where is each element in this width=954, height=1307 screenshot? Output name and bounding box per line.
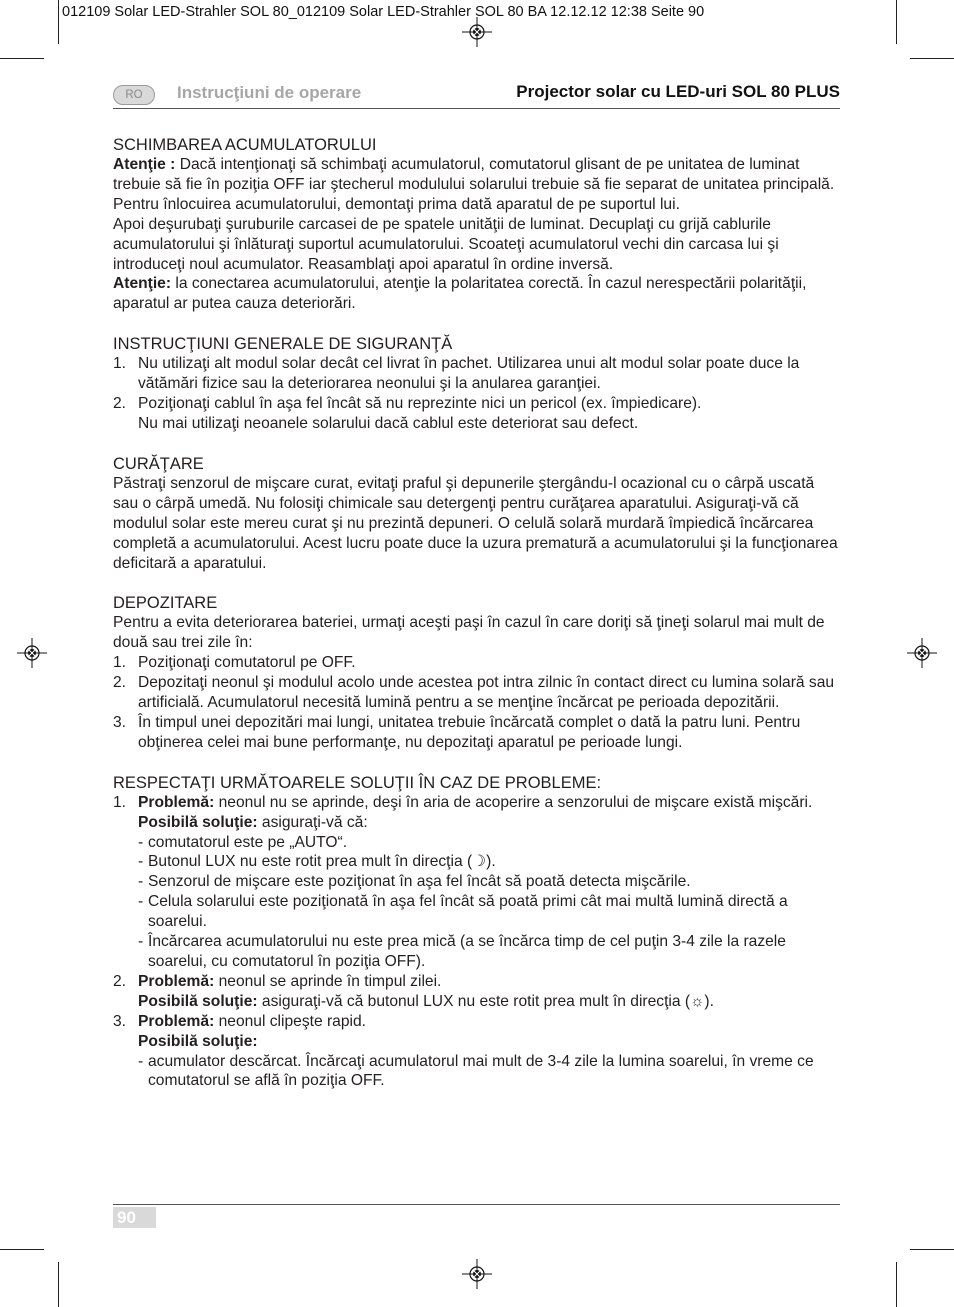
list-number: 3. — [113, 1012, 127, 1030]
dash-item: - Încărcarea acumulatorului nu este prea mică (a se încărca timp de cel puţin 3-4 zile la razele soarelui, cu comutatorul în poziţia OFF). — [138, 933, 786, 970]
list-number: 1. — [113, 793, 127, 811]
page-header — [113, 82, 840, 109]
registration-mark-icon — [462, 1259, 492, 1289]
print-slug: 012109 Solar LED-Strahler SOL 80_012109 Solar LED-Strahler SOL 80 BA 12.12.12 12:38 Seite 90 — [62, 4, 705, 20]
problem-label: Problemă: — [138, 793, 215, 811]
crop-mark — [896, 1262, 897, 1307]
problem-label: Problemă: — [138, 1012, 215, 1030]
list-number: 1. — [113, 654, 127, 672]
warning-text: Dacă intenţionaţi să schimbaţi acumulatorul, comutatorul glisant de pe unitatea de luminat trebuie să fie în poziţia OFF iar ştecherul modulului solarului trebuie să fie separat de unitatea principală. — [113, 156, 835, 193]
warning-paragraph — [113, 155, 840, 195]
solution-line — [138, 1032, 840, 1052]
page-content — [113, 135, 840, 1111]
crop-mark — [0, 1249, 44, 1250]
list-text: Depozitaţi neonul şi modulul acolo unde acestea pot intra zilnic în contact direct cu lumina solară sau artificială. Acumulatorul necesită lumină pentru a se menţine încărcat pe perioada depozitării. — [138, 674, 835, 712]
crop-mark — [0, 58, 44, 59]
list-text: Nu mai utilizaţi neoanele solarului dacă cablul este deteriorat sau defect. — [138, 414, 639, 432]
paragraph: Păstraţi senzorul de mişcare curat, evitaţi praful şi depunerile ştergându-l ocazional cu o cârpă uscată sau o cârpă umedă. Nu folosiţi chimicale sau detergenţi pentru curăţarea aparatului. Asiguraţi-vă că modulul solar este mereu curat şi nu prezintă depuneri. O celulă solară murdară împiedică încărcarea completă a acumulatorului. Acest lucru poate duce la uzura prematură a acumulatorului şi la funcţionarea deficitară a aparatului. — [113, 474, 838, 572]
solution-label: Posibilă soluţie: — [138, 1032, 258, 1050]
safety-list — [113, 354, 840, 434]
section-storage — [113, 593, 840, 752]
list-number: 2. — [113, 674, 127, 692]
crop-mark — [58, 1262, 59, 1307]
solution-label: Posibilă soluţie: — [138, 813, 258, 831]
section-title: INSTRUCŢIUNI GENERALE DE SIGURANŢĂ — [113, 335, 453, 354]
section-cleaning — [113, 454, 840, 574]
list-item — [113, 793, 840, 972]
paragraph: Apoi deşurubaţi şuruburile carcasei de pe spatele unităţii de luminat. Decuplaţi cu grijă cablurile acumulatorului şi înlăturaţi suportul acumulatorului. Scoateţi acumulatorul vechi din carcasa lui şi introduceţi noul acumulator. Reasamblaţi apoi aparatul în ordine inversă. — [113, 215, 779, 273]
section-title: DEPOZITARE — [113, 594, 218, 613]
dash-item: - comutatorul este pe „AUTO“. — [138, 833, 348, 851]
dash-text: comutatorul este pe „AUTO“. — [148, 833, 348, 851]
page-number: 90 — [113, 1207, 156, 1228]
crop-mark — [910, 58, 954, 59]
footer-rule — [113, 1204, 840, 1205]
problem-label: Problemă: — [138, 972, 215, 990]
list-number: 3. — [113, 713, 127, 731]
warning-paragraph — [113, 274, 840, 314]
dash-item: - Senzorul de mişcare este poziţionat în aşa fel încât să poată detecta mişcările. — [138, 873, 691, 891]
paragraph: Pentru înlocuirea acumulatorului, demontaţi prima dată aparatul de pe suportul lui. — [113, 195, 680, 213]
dash-item: - Butonul LUX nu este rotit prea mult în direcţia (☽). — [138, 853, 496, 871]
document-title: Projector solar cu LED-uri SOL 80 PLUS — [516, 82, 840, 101]
list-item — [113, 972, 840, 1012]
section-title: CURĂŢARE — [113, 454, 204, 473]
dash-text: Încărcarea acumulatorului nu este prea mică (a se încărca timp de cel puţin 3-4 zile la razele soarelui, cu comutatorul în poziţia OFF). — [148, 933, 786, 970]
list-item — [113, 653, 840, 673]
dash-text: Celula solarului este poziţionată în aşa fel încât să poată primi cât mai multă lumină directă a soarelui. — [148, 893, 788, 931]
list-item — [113, 673, 840, 713]
problem-text: neonul se aprinde în timpul zilei. — [214, 972, 442, 990]
warning-label: Atenţie: — [113, 275, 172, 293]
problem-line — [138, 793, 840, 813]
list-item — [113, 394, 840, 434]
dash-item: - Celula solarului este poziţionată în aşa fel încât să poată primi cât mai multă lumină directă a soarelui. — [138, 893, 788, 931]
solution-label: Posibilă soluţie: — [138, 992, 258, 1010]
problem-text: neonul clipeşte rapid. — [214, 1012, 366, 1030]
warning-label: Atenţie : — [113, 156, 176, 173]
problem-line — [138, 1012, 840, 1032]
section-title: SCHIMBAREA ACUMULATORULUI — [113, 136, 377, 154]
list-text: Nu utilizaţi alt modul solar decât cel livrat în pachet. Utilizarea unui alt modul solar poate duce la vătămări fizice sau la deteriorarea neonului şi la anularea garanţiei. — [138, 355, 800, 393]
crop-mark — [58, 0, 59, 44]
dash-text: Butonul LUX nu este rotit prea mult în direcţia (☽). — [148, 853, 496, 871]
paragraph: Pentru a evita deteriorarea bateriei, urmaţi aceşti paşi în cazul în care doriţi să ţineţi solarul mai mult de două sau trei zile în: — [113, 614, 825, 652]
problem-line — [138, 972, 840, 992]
list-item — [113, 713, 840, 753]
solution-text: asiguraţi-vă că: — [257, 813, 368, 831]
list-text: În timpul unei depozitări mai lungi, unitatea trebuie încărcată complet o dată la patru luni. Pentru obţinerea celei mai bune performanţe, nu depozitaţi aparatul pe perioade lungi. — [138, 713, 801, 751]
dash-item: - acumulator descărcat. Încărcaţi acumulatorul mai mult de 3-4 zile la lumina soarelui, în vreme ce comutatorul se află în poziţia OFF. — [138, 1052, 814, 1090]
storage-list — [113, 653, 840, 753]
list-text: Poziţionaţi cablul în aşa fel încât să nu reprezinte nici un pericol (ex. împiedicare). — [138, 395, 702, 413]
list-number: 2. — [113, 972, 127, 990]
list-number: 2. — [113, 395, 127, 413]
language-badge: RO — [113, 85, 155, 105]
section-battery-replacement — [113, 135, 840, 314]
list-item — [113, 354, 840, 394]
troubleshooting-list — [113, 793, 840, 1092]
warning-text: la conectarea acumulatorului, atenţie la polaritatea corectă. În cazul nerespectării polarităţii, aparatul ar putea cauza deteriorări. — [113, 275, 807, 313]
list-item — [113, 1012, 840, 1092]
crop-mark — [910, 1249, 954, 1250]
dash-text: Senzorul de mişcare este poziţionat în aşa fel încât să poată detecta mişcările. — [148, 873, 691, 891]
section-troubleshooting — [113, 773, 840, 1092]
registration-mark-icon — [462, 17, 492, 47]
section-title: RESPECTAŢI URMĂTOARELE SOLUŢII ÎN CAZ DE PROBLEME: — [113, 773, 602, 792]
section-safety — [113, 334, 840, 434]
solution-line — [138, 813, 840, 833]
problem-text: neonul nu se aprinde, deşi în aria de acoperire a senzorului de mişcare există mişcări. — [214, 793, 813, 811]
section-label: Instrucţiuni de operare — [177, 83, 362, 102]
list-text: Poziţionaţi comutatorul pe OFF. — [138, 654, 356, 672]
solution-line — [138, 992, 840, 1012]
list-number: 1. — [113, 355, 127, 373]
solution-text: asiguraţi-vă că butonul LUX nu este rotit prea mult în direcţia (☼). — [257, 992, 714, 1010]
registration-mark-icon — [907, 638, 937, 668]
crop-mark — [896, 0, 897, 44]
dash-text: acumulator descărcat. Încărcaţi acumulatorul mai mult de 3-4 zile la lumina soarelui, în vreme ce comutatorul se află în poziţia OFF. — [148, 1052, 814, 1090]
registration-mark-icon — [17, 638, 47, 668]
